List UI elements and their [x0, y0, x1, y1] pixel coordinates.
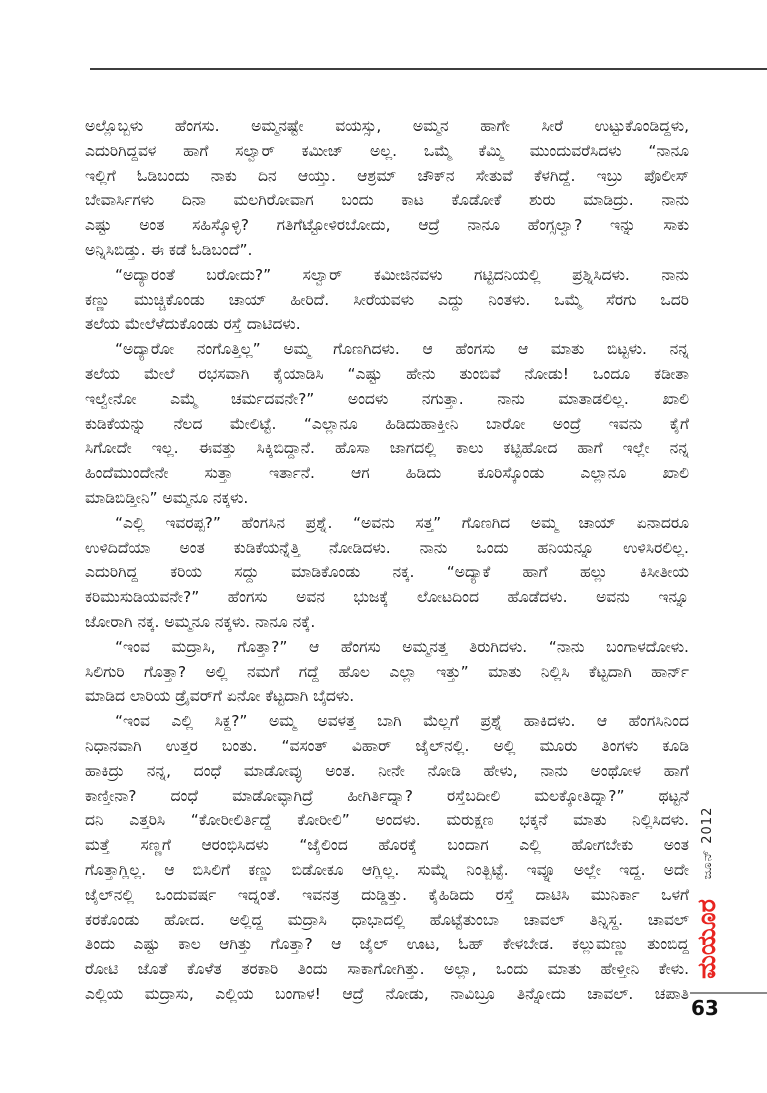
- text-line: ಗೊತ್ತಾಗ್ಲಿಲ್ಲ. ಆ ಬಿಸಿಲಿಗೆ ಕಣ್ಣು ಬಿಡೋಕೂ ಆಗ್ಲಿಲ್ಲ. ಸುಮ್ನೆ ನಿಂತ್ಬಿಟ್ಟೆ. ಇವ್ನೂ ಅಲ್ಲೇ ಇದ್ದ. ಅದೇ: [85, 860, 689, 879]
- text-line: ತಲೆಯ ಮೇಲೆ ರಭಸವಾಗಿ ಕೈಯಾಡಿಸಿ “ಎಷ್ಟು ಹೇನು ತುಂಬಿವೆ ನೋಡು! ಒಂದೂ ಕಡೀತಾ: [85, 364, 689, 383]
- text-line: “ಇಂವ ಎಲ್ಲಿ ಸಿಕ್ದ?” ಅಮ್ಮ ಅವಳತ್ತ ಬಾಗಿ ಮೆಲ್ಲಗೆ ಪ್ರಶ್ನೆ ಹಾಕಿದಳು. ಆ ಹೆಂಗಸಿನಿಂದ: [115, 712, 689, 731]
- text-line: “ಎಲ್ಲಿ ಇವರಪ್ಪ?” ಹೆಂಗಸಿನ ಪ್ರಶ್ನೆ. “ಅವನು ಸತ್ತ” ಗೊಣಗಿದ ಅಮ್ಮ ಚಾಯ್ ಏನಾದರೂ: [115, 513, 689, 532]
- text-line: ಮತ್ತೆ ಸಣ್ಣಗೆ ಆರಂಭಿಸಿದಳು “ಜೈಲಿಂದ ಹೊರಕ್ಕೆ ಬಂದಾಗ ಎಲ್ಲಿ ಹೋಗಬೇಕು ಅಂತ: [85, 836, 689, 855]
- text-line: ಕಣ್ಣು ಮುಚ್ಚಿಕೊಂಡು ಚಾಯ್ ಹೀರಿದೆ. ಸೀರೆಯವಳು ಎದ್ದು ನಿಂತಳು. ಒಮ್ಮೆ ಸೆರಗು ಒದರಿ: [85, 290, 689, 309]
- text-line: ಬೇವಾರ್ಸಿಗಳು ದಿನಾ ಮಲಗಿರೋವಾಗ ಬಂದು ಕಾಟ ಕೊಡೋಕೆ ಶುರು ಮಾಡಿದ್ರು. ನಾನು: [85, 191, 689, 210]
- text-line: ಅಲ್ಲೊಬ್ಬಳು ಹೆಂಗಸು. ಅಮ್ಮನಷ್ಟೇ ವಯಸ್ಸು, ಅಮ್ಮನ ಹಾಗೇ ಸೀರೆ ಉಟ್ಟುಕೊಂಡಿದ್ದಳು,: [85, 117, 689, 135]
- text-line: ಸಿಲಿಗುರಿ ಗೊತ್ತಾ? ಅಲ್ಲಿ ನಮಗೆ ಗದ್ದೆ ಹೊಲ ಎಲ್ಲಾ ಇತ್ತು” ಮಾತು ನಿಲ್ಲಿಸಿ ಕೆಟ್ಟದಾಗಿ ಹಾರ್ನ್: [85, 662, 689, 681]
- text-line: “ಇಂವ ಮದ್ರಾಸಿ, ಗೊತ್ತಾ?” ಆ ಹೆಂಗಸು ಅಮ್ಮನತ್ತ ತಿರುಗಿದಳು. “ನಾನು ಬಂಗಾಳದೋಳು.: [115, 637, 689, 656]
- text-line: ಸಿಗೋದೇ ಇಲ್ಲ. ಈವತ್ತು ಸಿಕ್ಕಿಬಿದ್ದಾನೆ. ಹೊಸಾ ಜಾಗದಲ್ಲಿ ಕಾಲು ಕಟ್ಟಿಹೋದ ಹಾಗೆ ಇಲ್ಲೇ ನನ್ನ: [85, 439, 689, 458]
- header-rule: [90, 68, 767, 70]
- text-line: ಅನ್ನಿಸಿಬಿಡ್ತು. ಈ ಕಡೆ ಓಡಿಬಂದೆ”.: [85, 240, 253, 259]
- text-line: ಕರಕೊಂಡು ಹೋದ. ಅಲ್ಲಿದ್ದ ಮದ್ರಾಸಿ ಧಾಭಾದಲ್ಲಿ ಹೊಟ್ಟೆತುಂಬಾ ಚಾವಲ್ ತಿನ್ನಿಸ್ದ. ಚಾವಲ್: [85, 910, 689, 929]
- text-line: ಇಲ್ಲಿಗೆ ಓಡಿಬಂದು ನಾಕು ದಿನ ಆಯ್ತು. ಆಶ್ರಮ್ ಚೌಕ್‌ನ ಸೇತುವೆ ಕೆಳಗಿದ್ದೆ. ಇಬ್ರು ಪೊಲೀಸ್: [85, 166, 689, 185]
- text-line: ರೋಟಿ ಜೊತೆ ಕೊಳೆತ ತರಕಾರಿ ತಿಂದು ಸಾಕಾಗೋಗಿತ್ತು. ಅಲ್ಲಾ, ಒಂದು ಮಾತು ಹೇಳ್ತೀನಿ ಕೇಳು.: [85, 960, 689, 979]
- page-number-rule: [690, 992, 767, 994]
- text-line: ಹಾಕಿದ್ರು ನನ್ನ, ದಂಧೆ ಮಾಡೋವ್ಳು ಅಂತ. ನೀನೇ ನೋಡಿ ಹೇಳು, ನಾನು ಅಂಥೋಳ ಹಾಗೆ: [85, 761, 689, 780]
- text-line: ತಲೆಯ ಮೇಲೆಳೆದುಕೊಂಡು ರಸ್ತೆ ದಾಟಿದಳು.: [85, 315, 301, 334]
- text-line: ಮಾಡಿದ ಲಾರಿಯ ಡ್ರೈವರ್‌ಗೆ ಏನೋ ಕೆಟ್ಟದಾಗಿ ಬೈದಳು.: [85, 687, 355, 706]
- text-line: ಕರಿಮುಸುಡಿಯವನೇ?” ಹೆಂಗಸು ಅವನ ಭುಜಕ್ಕೆ ಲೋಟದಿಂದ ಹೊಡೆದಳು. ಅವನು ಇನ್ನೂ: [85, 588, 689, 607]
- text-line: ತಿಂದು ಎಷ್ಟು ಕಾಲ ಆಗಿತ್ತು ಗೊತ್ತಾ? ಆ ಜೈಲ್ ಊಟ, ಓಹ್ ಕೇಳಬೇಡ. ಕಲ್ಲುಮಣ್ಣು ತುಂಬಿದ್ದ: [85, 935, 689, 954]
- magazine-name-vertical: ಮಯೂರ: [692, 899, 721, 979]
- text-line: ಉಳಿದಿದೆಯಾ ಅಂತ ಕುಡಿಕೆಯನ್ನೆತ್ತಿ ನೋಡಿದಳು. ನಾನು ಒಂದು ಹನಿಯನ್ನೂ ಉಳಿಸಿರಲಿಲ್ಲ.: [85, 538, 689, 557]
- text-line: ಎಷ್ಟು ಅಂತ ಸಹಿಸ್ಕೊಳ್ಳಿ? ಗತಿಗೆಟ್ಟೋಳಿರಬೋದು, ಆದ್ರೆ ನಾನೂ ಹೆಂಗ್ಸಲ್ವಾ? ಇನ್ನು ಸಾಕು: [85, 216, 689, 235]
- text-line: ಹಿಂದೆಮುಂದೇನೇ ಸುತ್ತಾ ಇರ್ತಾನೆ. ಆಗ ಹಿಡಿದು ಕೂರಿಸ್ಕೊಂಡು ಎಲ್ಲಾನೂ ಖಾಲಿ: [85, 464, 689, 483]
- text-line: “ಅದ್ಯಾರಂತೆ ಬರೋದು?” ಸಲ್ವಾರ್ ಕಮೀಜಿನವಳು ಗಟ್ಟಿದನಿಯಲ್ಲಿ ಪ್ರಶ್ನಿಸಿದಳು. ನಾನು: [115, 265, 689, 284]
- text-line: “ಅದ್ಯಾರೋ ನಂಗೊತ್ತಿಲ್ಲ” ಅಮ್ಮ ಗೊಣಗಿದಳು. ಆ ಹೆಂಗಸು ಆ ಮಾತು ಬಿಟ್ಟಳು. ನನ್ನ: [115, 340, 689, 359]
- text-line: ಎದುರಿಗಿದ್ದವಳ ಹಾಗೆ ಸಲ್ವಾರ್ ಕಮೀಜ್ ಅಲ್ಲ. ಒಮ್ಮೆ ಕೆಮ್ಮಿ ಮುಂದುವರೆಸಿದಳು “ನಾನೂ: [85, 141, 689, 160]
- story-text-column: [85, 114, 689, 1007]
- text-line: ಜೈಲ್‌ನಲ್ಲಿ ಒಂದುವರ್ಷ ಇದ್ನಂತೆ. ಇವನತ್ರ ದುಡ್ಡಿತ್ತು. ಕೈಹಿಡಿದು ರಸ್ತೆ ದಾಟಿಸಿ ಮುನಿರ್ಕಾ ಒಳಗೆ: [85, 885, 689, 904]
- text-line: ಕಾಣ್ತೀನಾ? ದಂಧೆ ಮಾಡೋವ್ಳಾಗಿದ್ರೆ ಹೀಗಿರ್ತಿದ್ನಾ? ರಸ್ತೆಬದೀಲಿ ಮಲಕ್ಕೋತಿದ್ನಾ?” ಥಟ್ಟನೆ: [85, 786, 689, 805]
- issue-date-vertical: ಜೂನ್ 2012: [700, 806, 715, 880]
- text-line: ಮಾಡಿಬಿಡ್ತೀನಿ” ಅಮ್ಮನೂ ನಕ್ಕಳು.: [85, 488, 249, 507]
- text-line: ಇಲ್ವೇನೋ ಎಮ್ಮೆ ಚರ್ಮದವನೇ?” ಅಂದಳು ನಗುತ್ತಾ. ನಾನು ಮಾತಾಡಲಿಲ್ಲ. ಖಾಲಿ: [85, 389, 689, 408]
- page-number: 63: [691, 996, 719, 1020]
- text-line: ನಿಧಾನವಾಗಿ ಉತ್ತರ ಬಂತು. “ವಸಂತ್ ವಿಹಾರ್ ಜೈಲ್‌ನಲ್ಲಿ. ಅಲ್ಲಿ ಮೂರು ತಿಂಗಳು ಕೂಡಿ: [85, 736, 689, 755]
- text-line: ದನಿ ಎತ್ತರಿಸಿ “ಕೋರೀಲಿರ್ತಿದ್ದೆ ಕೋರೀಲಿ” ಅಂದಳು. ಮರುಕ್ಷಣ ಭಕ್ಕನೆ ಮಾತು ನಿಲ್ಲಿಸಿದಳು.: [85, 811, 689, 830]
- text-line: ಎದುರಿಗಿದ್ದ ಕರಿಯ ಸದ್ದು ಮಾಡಿಕೊಂಡು ನಕ್ಕ. “ಅದ್ಯಾಕೆ ಹಾಗೆ ಹಲ್ಲು ಕಿಸೀತೀಯ: [85, 563, 689, 582]
- text-line: ಜೋರಾಗಿ ನಕ್ಕ. ಅಮ್ಮನೂ ನಕ್ಕಳು. ನಾನೂ ನಕ್ಕೆ.: [85, 612, 316, 631]
- text-line: ಕುಡಿಕೆಯನ್ನು ನೆಲದ ಮೇಲಿಟ್ಟೆ. “ಎಲ್ಲಾನೂ ಹಿಡಿದುಹಾಕ್ತೀನಿ ಬಾರೋ ಅಂದ್ರೆ ಇವನು ಕೈಗೆ: [85, 414, 689, 433]
- text-line: ಎಲ್ಲಿಯ ಮದ್ರಾಸು, ಎಲ್ಲಿಯ ಬಂಗಾಳ! ಆದ್ರೆ ನೋಡು, ನಾವಿಬ್ರೂ ತಿನ್ನೋದು ಚಾವಲ್. ಚಪಾತಿ: [85, 984, 689, 1003]
